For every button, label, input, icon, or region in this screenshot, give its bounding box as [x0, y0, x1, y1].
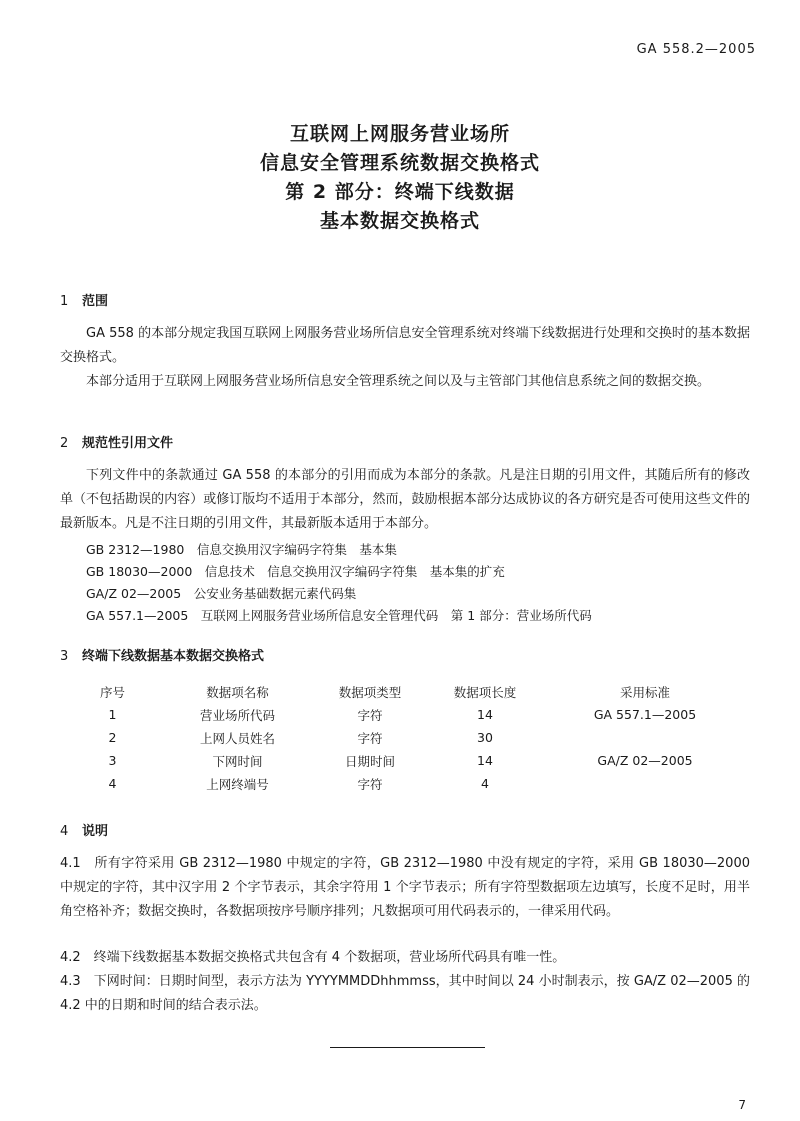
table-cell: 下网时间 [212, 753, 263, 769]
section-2-heading [60, 432, 173, 451]
table-cell: 字符 [357, 730, 383, 746]
table-row [60, 772, 750, 795]
table-cell: 字符 [357, 776, 383, 792]
table-row [60, 726, 750, 749]
section-4-title: 说明 [82, 824, 109, 839]
data-format-table [60, 680, 750, 795]
table-cell: 4 [108, 776, 117, 791]
section-4-number: 4 [60, 824, 69, 839]
reference-item: GA 557.1—2005 互联网上网服务营业场所信息安全管理代码 第 1 部分：营业场所代码 [86, 608, 592, 623]
table-cell: 14 [477, 707, 493, 722]
reference-item: GB 18030—2000 信息技术 信息交换用汉字编码字符集 基本集的扩充 [86, 564, 505, 579]
reference-item: GA/Z 02—2005 公安业务基础数据元素代码集 [86, 586, 357, 601]
page-number: 7 [738, 1098, 746, 1112]
title-line-4: 基本数据交换格式 [319, 210, 480, 232]
section-2-number: 2 [60, 436, 69, 451]
table-row [60, 749, 750, 772]
section-3-title: 终端下线数据基本数据交换格式 [82, 649, 265, 664]
section-3-heading [60, 645, 264, 664]
column-header-name: 数据项名称 [206, 684, 269, 700]
section-2-paragraph: 下列文件中的条款通过 GA 558 的本部分的引用而成为本部分的条款。凡是注日期的引用文件，其随后所有的修改单（不包括勘误的内容）或修订版均不适用于本部分，然而，鼓励根据本部分达成协议的各方研究是否可使用这些文件的最新版本。凡是不注日期的引用文件，其最新版本适用于本部分。 [60, 468, 750, 531]
column-header-length: 数据项长度 [453, 684, 517, 700]
table-cell: 日期时间 [344, 753, 395, 769]
table-cell [540, 772, 750, 795]
table-cell: 营业场所代码 [199, 707, 275, 723]
section-1-title: 范围 [82, 294, 109, 309]
title-line-3: 第 2 部分：终端下线数据 [285, 181, 515, 203]
clause-4-2: 4.2 终端下线数据基本数据交换格式共包含有 4 个数据项，营业场所代码具有唯一性。 [60, 950, 566, 965]
table-cell: 上网人员姓名 [199, 730, 275, 746]
standard-code: GA 558.2—2005 [636, 42, 756, 57]
table-row [60, 703, 750, 726]
table-cell: 4 [481, 776, 489, 791]
table-cell: 1 [108, 707, 117, 722]
document-title [0, 120, 800, 236]
end-rule [330, 1047, 485, 1048]
title-line-1: 互联网上网服务营业场所 [289, 123, 510, 145]
section-1-heading [60, 290, 108, 309]
column-header-type: 数据项类型 [338, 684, 402, 700]
section-4-heading [60, 820, 108, 839]
table-cell [540, 726, 750, 749]
column-header-seq: 序号 [99, 684, 125, 700]
section-2-title: 规范性引用文件 [82, 436, 174, 451]
section-1-number: 1 [60, 294, 69, 309]
table-cell: GA 557.1—2005 [593, 707, 697, 722]
table-cell: 2 [108, 730, 117, 745]
clause-4-1: 4.1 所有字符采用 GB 2312—1980 中规定的字符，GB 2312—1980 中没有规定的字符，采用 GB 18030—2000 中规定的字符，其中汉字用 2 个字节表示，其余字符用 1 个字节表示；所有字符型数据项左边填写，长度不足时，用半角空格补齐；数据交换时，各数据项按序号顺序排列；凡数据项可用代码表示的，一律采用代码。 [60, 856, 750, 919]
table-header-row [60, 680, 750, 703]
title-line-2: 信息安全管理系统数据交换格式 [259, 152, 540, 174]
section-1-paragraph-1: GA 558 的本部分规定我国互联网上网服务营业场所信息安全管理系统对终端下线数据进行处理和交换时的基本数据交换格式。 [60, 326, 750, 365]
section-3-number: 3 [60, 649, 69, 664]
column-header-standard: 采用标准 [619, 684, 670, 700]
table-cell: 30 [477, 730, 493, 745]
reference-item: GB 2312—1980 信息交换用汉字编码字符集 基本集 [86, 542, 397, 557]
section-1-paragraph-2: 本部分适用于互联网上网服务营业场所信息安全管理系统之间以及与主管部门其他信息系统之间的数据交换。 [86, 374, 711, 389]
table-cell: 14 [477, 753, 493, 768]
table-cell: 上网终端号 [206, 776, 269, 792]
table-cell: 3 [108, 753, 117, 768]
table-cell: 字符 [357, 707, 383, 723]
clause-4-3: 4.3 下网时间：日期时间型，表示方法为 YYYYMMDDhhmmss，其中时间以 24 小时制表示，按 GA/Z 02—2005 的 4.2 中的日期和时间的结合表示法。 [60, 974, 750, 1013]
table-cell: GA/Z 02—2005 [597, 753, 693, 768]
